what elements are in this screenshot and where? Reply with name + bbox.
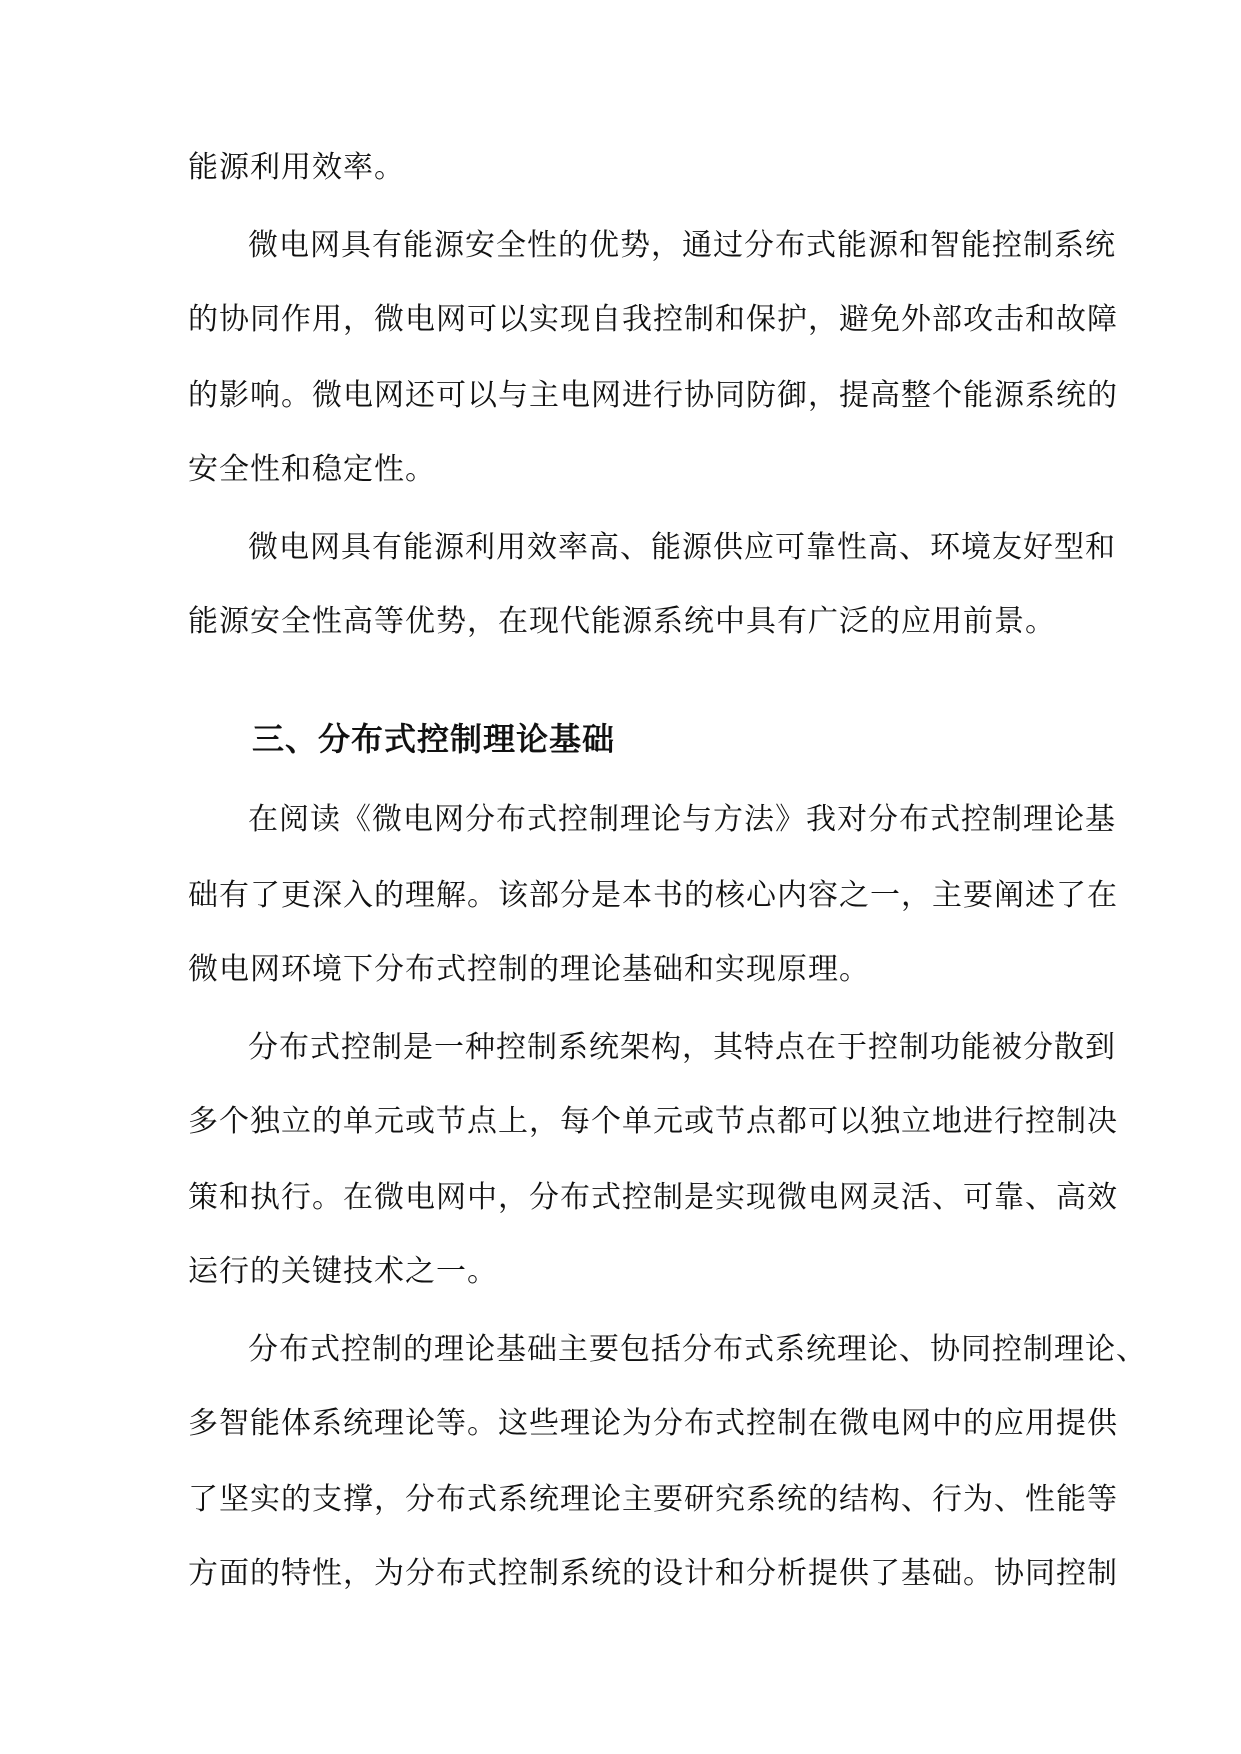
paragraph-start-line: 分布式控制是一种控制系统架构，其特点在于控制功能被分散到: [248, 1030, 1116, 1065]
text-line: 的协同作用，微电网可以实现自我控制和保护，避免外部攻击和故障: [188, 302, 1118, 337]
text-line: 多智能体系统理论等。这些理论为分布式控制在微电网中的应用提供: [188, 1406, 1118, 1441]
text-line: 方面的特性，为分布式控制系统的设计和分析提供了基础。协同控制: [188, 1556, 1118, 1591]
section-heading: 三、分布式控制理论基础: [252, 720, 616, 758]
text-line: 微电网环境下分布式控制的理论基础和实现原理。: [188, 952, 870, 987]
text-line: 运行的关键技术之一。: [188, 1254, 498, 1289]
paragraph-start-line: 微电网具有能源安全性的优势，通过分布式能源和智能控制系统: [248, 228, 1116, 263]
text-line: 能源安全性高等优势，在现代能源系统中具有广泛的应用前景。: [188, 604, 1056, 639]
text-line: 的影响。微电网还可以与主电网进行协同防御，提高整个能源系统的: [188, 378, 1118, 413]
text-line: 策和执行。在微电网中，分布式控制是实现微电网灵活、可靠、高效: [188, 1180, 1118, 1215]
paragraph-start-line: 分布式控制的理论基础主要包括分布式系统理论、协同控制理论、: [248, 1332, 1147, 1367]
text-line: 安全性和稳定性。: [188, 452, 436, 487]
text-line: 了坚实的支撑，分布式系统理论主要研究系统的结构、行为、性能等: [188, 1482, 1118, 1517]
text-line: 础有了更深入的理解。该部分是本书的核心内容之一，主要阐述了在: [188, 878, 1118, 913]
paragraph-start-line: 在阅读《微电网分布式控制理论与方法》我对分布式控制理论基: [248, 802, 1116, 837]
paragraph-start-line: 微电网具有能源利用效率高、能源供应可靠性高、环境友好型和: [248, 530, 1116, 565]
text-line: 能源利用效率。: [188, 150, 405, 185]
text-line: 多个独立的单元或节点上，每个单元或节点都可以独立地进行控制决: [188, 1104, 1118, 1139]
